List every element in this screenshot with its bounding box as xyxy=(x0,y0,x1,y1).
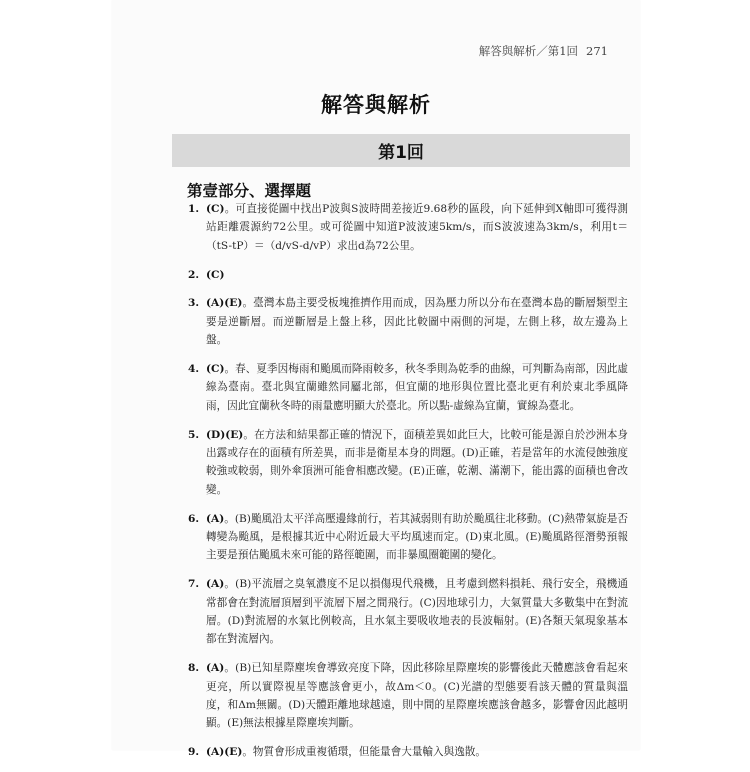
answer-item xyxy=(188,743,628,761)
answer-number: 5. xyxy=(188,428,200,441)
running-title: 解答與解析／第1回 xyxy=(478,44,579,58)
answer-number: 6. xyxy=(188,512,200,525)
answer-explanation: 。(B)平流層之臭氧濃度不足以損傷現代飛機，且考慮到燃料損耗、飛行安全，飛機通常都會在對流層頂層到平流層下層之間飛行。(C)因地球引力，大氣質量大多數集中在對流層。(D)對流層的水氣比例較高，且水氣主要吸收地表的長波輻射。(E)各類天氣現象基本都在對流層內。 xyxy=(206,578,628,646)
answer-key: (C) xyxy=(206,363,225,376)
answer-explanation: 。可直接從圖中找出P波與S波時間差接近9.68秒的區段，向下延伸到X軸即可獲得測站距離震源約72公里。或可從圖中知道P波波速5km/s，而S波波速為3km/s，利用t＝（tS-tP）＝（d/vS-d/vP）求出d為72公里。 xyxy=(206,203,628,252)
answer-number: 7. xyxy=(188,578,200,591)
answer-explanation: 。臺灣本島主要受板塊推擠作用而成，因為壓力所以分布在臺灣本島的斷層類型主要是逆斷層。而逆斷層是上盤上移，因此比較圖中兩側的河堤，左側上移，故左邊為上盤。 xyxy=(206,297,628,347)
answer-explanation: 。(B)颱風沿太平洋高壓邊緣前行，若其減弱則有助於颱風往北移動。(C)熱帶氣旋是否轉變為颱風，是根據其近中心附近最大平均風速而定。(D)東北風。(E)颱風路徑潛勢預報主要是預估颱風未來可能的路徑範圍，而非暴風圈範圍的變化。 xyxy=(206,512,628,562)
section-heading: 第壹部分、選擇題 xyxy=(187,182,312,200)
answer-key: (C) xyxy=(206,203,225,215)
answer-number: 1. xyxy=(188,203,200,215)
running-header xyxy=(479,43,608,59)
answer-item xyxy=(188,510,628,565)
answer-list xyxy=(188,200,628,772)
answer-item xyxy=(188,200,628,255)
answer-key: (D)(E) xyxy=(206,428,244,441)
answer-item xyxy=(188,575,628,649)
answer-item xyxy=(188,426,628,500)
answer-number: 9. xyxy=(188,746,200,759)
answer-key: (A) xyxy=(206,578,225,591)
answer-item xyxy=(188,360,628,415)
answer-key: (A)(E) xyxy=(206,297,243,310)
answer-item xyxy=(188,266,628,284)
answer-number: 2. xyxy=(188,268,200,281)
answer-item xyxy=(188,659,628,733)
round-banner xyxy=(172,134,630,167)
answer-key: (C) xyxy=(206,268,225,281)
answer-explanation: 。春、夏季因梅雨和颱風而降雨較多，秋冬季則為乾季的曲線，可判斷為南部，因此虛線為臺南。臺北與宜蘭雖然同屬北部，但宜蘭的地形與位置比臺北更有利於東北季風降雨，因此宜蘭秋冬時的雨量應明顯大於臺北。所以點-虛線為宜蘭，實線為臺北。 xyxy=(206,363,628,412)
book-page xyxy=(112,0,640,759)
answer-key: (A)(E) xyxy=(206,746,243,759)
answer-explanation: 。(B)已知星際塵埃會導致亮度下降，因此移除星際塵埃的影響後此天體應該會看起來更亮，所以實際視星等應該會更小，故Δm＜0。(C)光譜的型態要看該天體的質量與溫度，和Δm無關。(D)天體距離地球越遠，則中間的星際塵埃應該會越多，影響會因此越明顯。(E)無法根據星際塵埃判斷。 xyxy=(206,662,628,730)
round-label: 第1回 xyxy=(378,143,424,163)
answer-item xyxy=(188,294,628,349)
answer-explanation: 。物質會形成重複循環，但能量會大量輸入與逸散。 xyxy=(242,746,486,759)
answer-key: (A) xyxy=(206,662,225,675)
answer-number: 8. xyxy=(188,662,200,675)
answer-explanation: 。在方法和結果都正確的情況下，面積差異如此巨大，比較可能是源自於沙洲本身出露或存在的面積有所差異，而非是衛星本身的問題。(D)正確，若是當年的水流侵蝕強度較強或較弱，則外傘頂洲可能會相應改變。(E)正確，乾潮、滿潮下，能出露的面積也會改變。 xyxy=(206,428,628,496)
page-title: 解答與解析 xyxy=(321,93,431,117)
answer-key: (A) xyxy=(206,512,225,525)
answer-number: 3. xyxy=(188,297,200,310)
answer-number: 4. xyxy=(188,363,200,376)
page-number: 271 xyxy=(586,44,608,58)
